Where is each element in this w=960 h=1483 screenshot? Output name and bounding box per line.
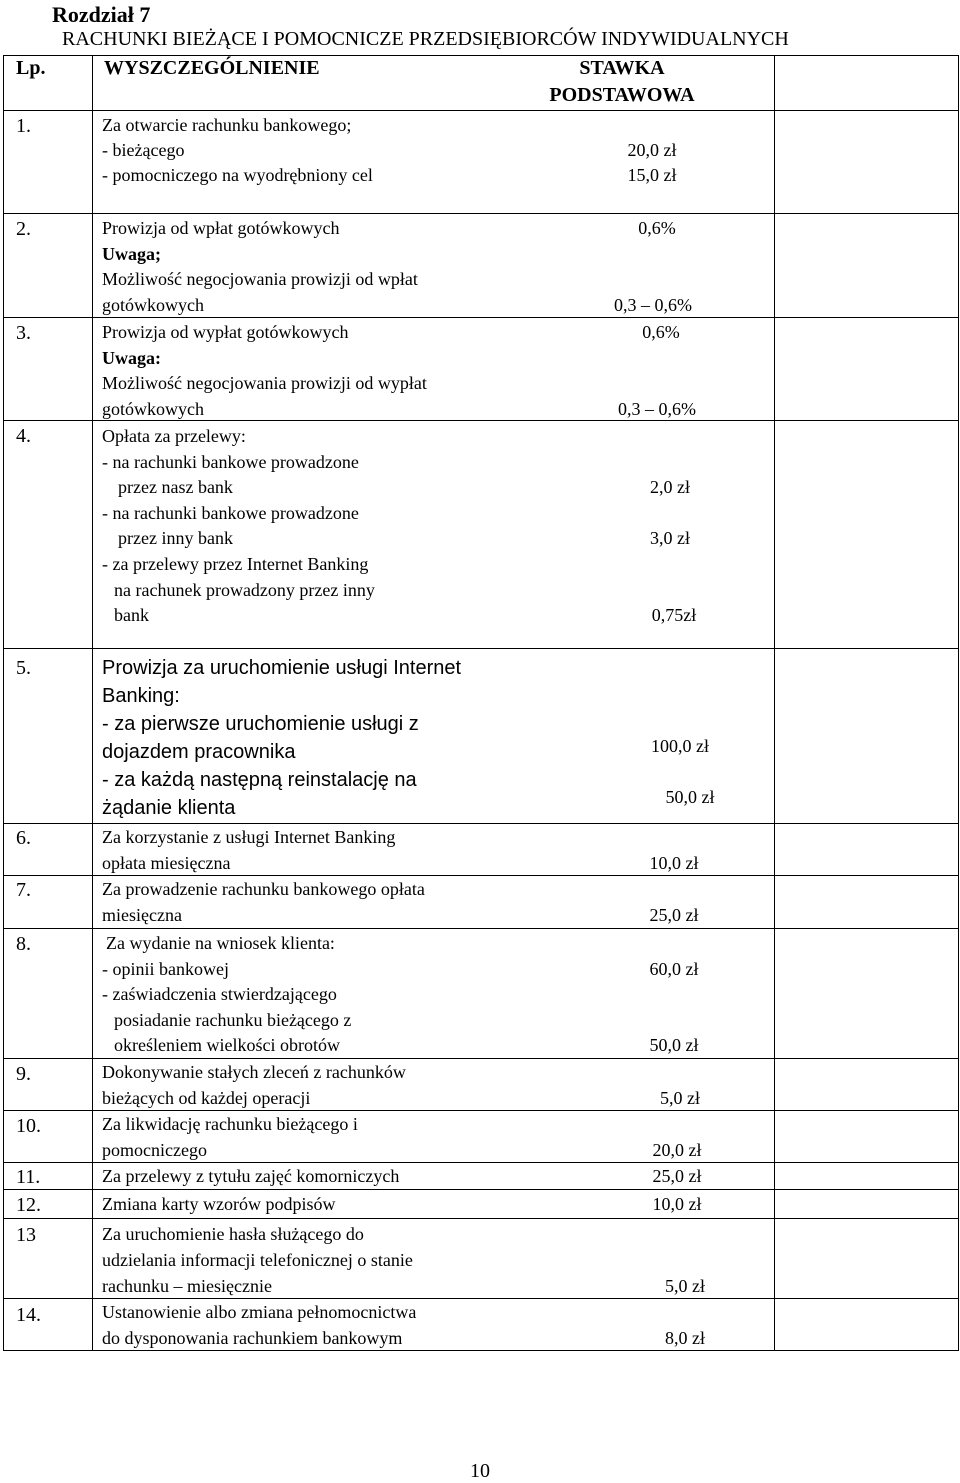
row-8-line-5: określeniem wielkości obrotów [114,1035,340,1055]
document-subtitle: RACHUNKI BIEŻĄCE I POMOCNICZE PRZEDSIĘBIORCÓW INDYWIDUALNYCH [62,28,789,50]
row-3-line-3: Możliwość negocjowania prowizji od wypłat [102,373,427,393]
row-3-lp: 3. [16,322,31,344]
row-4-line-3: przez nasz bank [118,477,233,497]
row-5-line-2: Banking: [102,685,180,707]
row-6-value-1: 10,0 zł [649,853,699,873]
row-1-value-1: 20,0 zł [627,140,677,160]
row-4-value-1: 2,0 zł [650,477,690,497]
row-5-line-5: - za każdą następną reinstalację na [102,769,417,791]
row-1-line-2: - bieżącego [102,140,185,160]
header-lp: Lp. [16,57,46,79]
row-6-line-1: Za korzystanie z usługi Internet Banking [102,827,396,847]
row-4-line-2: - na rachunki bankowe prowadzone [102,452,359,472]
row-5-line-1: Prowizja za uruchomienie usługi Internet [102,657,462,679]
row-2-line-4: gotówkowych [102,295,204,315]
row-8-value-2: 50,0 zł [649,1035,699,1055]
row-12-lp: 12. [16,1194,41,1216]
row-11-value-1: 25,0 zł [652,1166,702,1186]
row-5-line-3: - za pierwsze uruchomienie usługi z [102,713,419,735]
row-6-lp: 6. [16,827,31,849]
row-2-lp: 2. [16,218,31,240]
row-3-line-1: Prowizja od wypłat gotówkowych [102,322,349,342]
row-14-line-1: Ustanowienie albo zmiana pełnomocnictwa [102,1302,417,1322]
row-10-line-2: pomocniczego [102,1140,207,1160]
row-5-value-1: 100,0 zł [651,736,709,756]
row-5-lp: 5. [16,657,31,679]
row-8-value-1: 60,0 zł [649,959,699,979]
row-2-value-2: 0,3 – 0,6% [614,295,692,315]
row-4-value-3: 0,75zł [651,605,697,625]
row-5-value-2: 50,0 zł [665,787,715,807]
row-6-line-2: opłata miesięczna [102,853,231,873]
row-7-value-1: 25,0 zł [649,905,699,925]
row-10-lp: 10. [16,1115,41,1137]
row-8-line-2: - opinii bankowej [102,959,229,979]
row-4-line-8: bank [114,605,149,625]
row-12-value-1: 10,0 zł [652,1194,702,1214]
row-8-line-4: posiadanie rachunku bieżącego z [114,1010,352,1030]
row-7-lp: 7. [16,879,31,901]
page-number: 10 [470,1460,490,1482]
row-8-lp: 8. [16,933,31,955]
row-2-line-3: Możliwość negocjowania prowizji od wpłat [102,269,418,289]
row-4-value-2: 3,0 zł [650,528,690,548]
row-1-line-3: - pomocniczego na wyodrębniony cel [102,165,373,185]
row-11-line-1: Za przelewy z tytułu zajęć komorniczych [102,1166,400,1186]
row-8-line-1: Za wydanie na wniosek klienta: [106,933,335,953]
row-13-line-3: rachunku – miesięcznie [102,1276,272,1296]
row-9-lp: 9. [16,1063,31,1085]
row-5-line-4: dojazdem pracownika [102,741,296,763]
row-9-value-1: 5,0 zł [660,1088,700,1108]
row-10-value-1: 20,0 zł [652,1140,702,1160]
row-3-value-2: 0,3 – 0,6% [618,399,696,419]
row-1-lp: 1. [16,115,31,137]
row-14-line-2: do dysponowania rachunkiem bankowym [102,1328,403,1348]
row-4-line-5: przez inny bank [118,528,233,548]
row-13-line-2: udzielania informacji telefonicznej o stanie [102,1250,413,1270]
header-rate-line2: PODSTAWOWA [549,84,695,106]
row-7-line-2: miesięczna [102,905,182,925]
row-2-line-2: Uwaga; [102,244,161,264]
row-13-line-1: Za uruchomienie hasła służącego do [102,1224,364,1244]
row-7-line-1: Za prowadzenie rachunku bankowego opłata [102,879,425,899]
row-9-line-1: Dokonywanie stałych zleceń z rachunków [102,1062,406,1082]
row-13-lp: 13 [16,1224,36,1246]
row-1-line-1: Za otwarcie rachunku bankowego; [102,115,352,135]
row-3-value-1: 0,6% [642,322,680,342]
row-11-lp: 11. [16,1166,41,1188]
row-8-line-3: - zaświadczenia stwierdzającego [102,984,337,1004]
row-1-value-2: 15,0 zł [627,165,677,185]
row-10-line-1: Za likwidację rachunku bieżącego i [102,1114,358,1134]
row-4-line-7: na rachunek prowadzony przez inny [114,580,375,600]
row-14-value-1: 8,0 zł [665,1328,705,1348]
row-3-line-4: gotówkowych [102,399,204,419]
row-5-line-6: żądanie klienta [102,797,236,819]
row-3-line-2: Uwaga: [102,348,161,368]
row-12-line-1: Zmiana karty wzorów podpisów [102,1194,336,1214]
row-4-lp: 4. [16,425,31,447]
row-9-line-2: bieżących od każdej operacji [102,1088,311,1108]
header-rate-line1: STAWKA [579,57,665,79]
row-4-line-1: Opłata za przelewy: [102,426,246,446]
row-2-value-1: 0,6% [638,218,676,238]
row-13-value-1: 5,0 zł [665,1276,705,1296]
chapter-title: Rozdział 7 [52,2,151,27]
row-14-lp: 14. [16,1304,41,1326]
row-4-line-6: - za przelewy przez Internet Banking [102,554,369,574]
row-4-line-4: - na rachunki bankowe prowadzone [102,503,359,523]
header-description: WYSZCZEGÓLNIENIE [104,57,320,79]
row-2-line-1: Prowizja od wpłat gotówkowych [102,218,340,238]
